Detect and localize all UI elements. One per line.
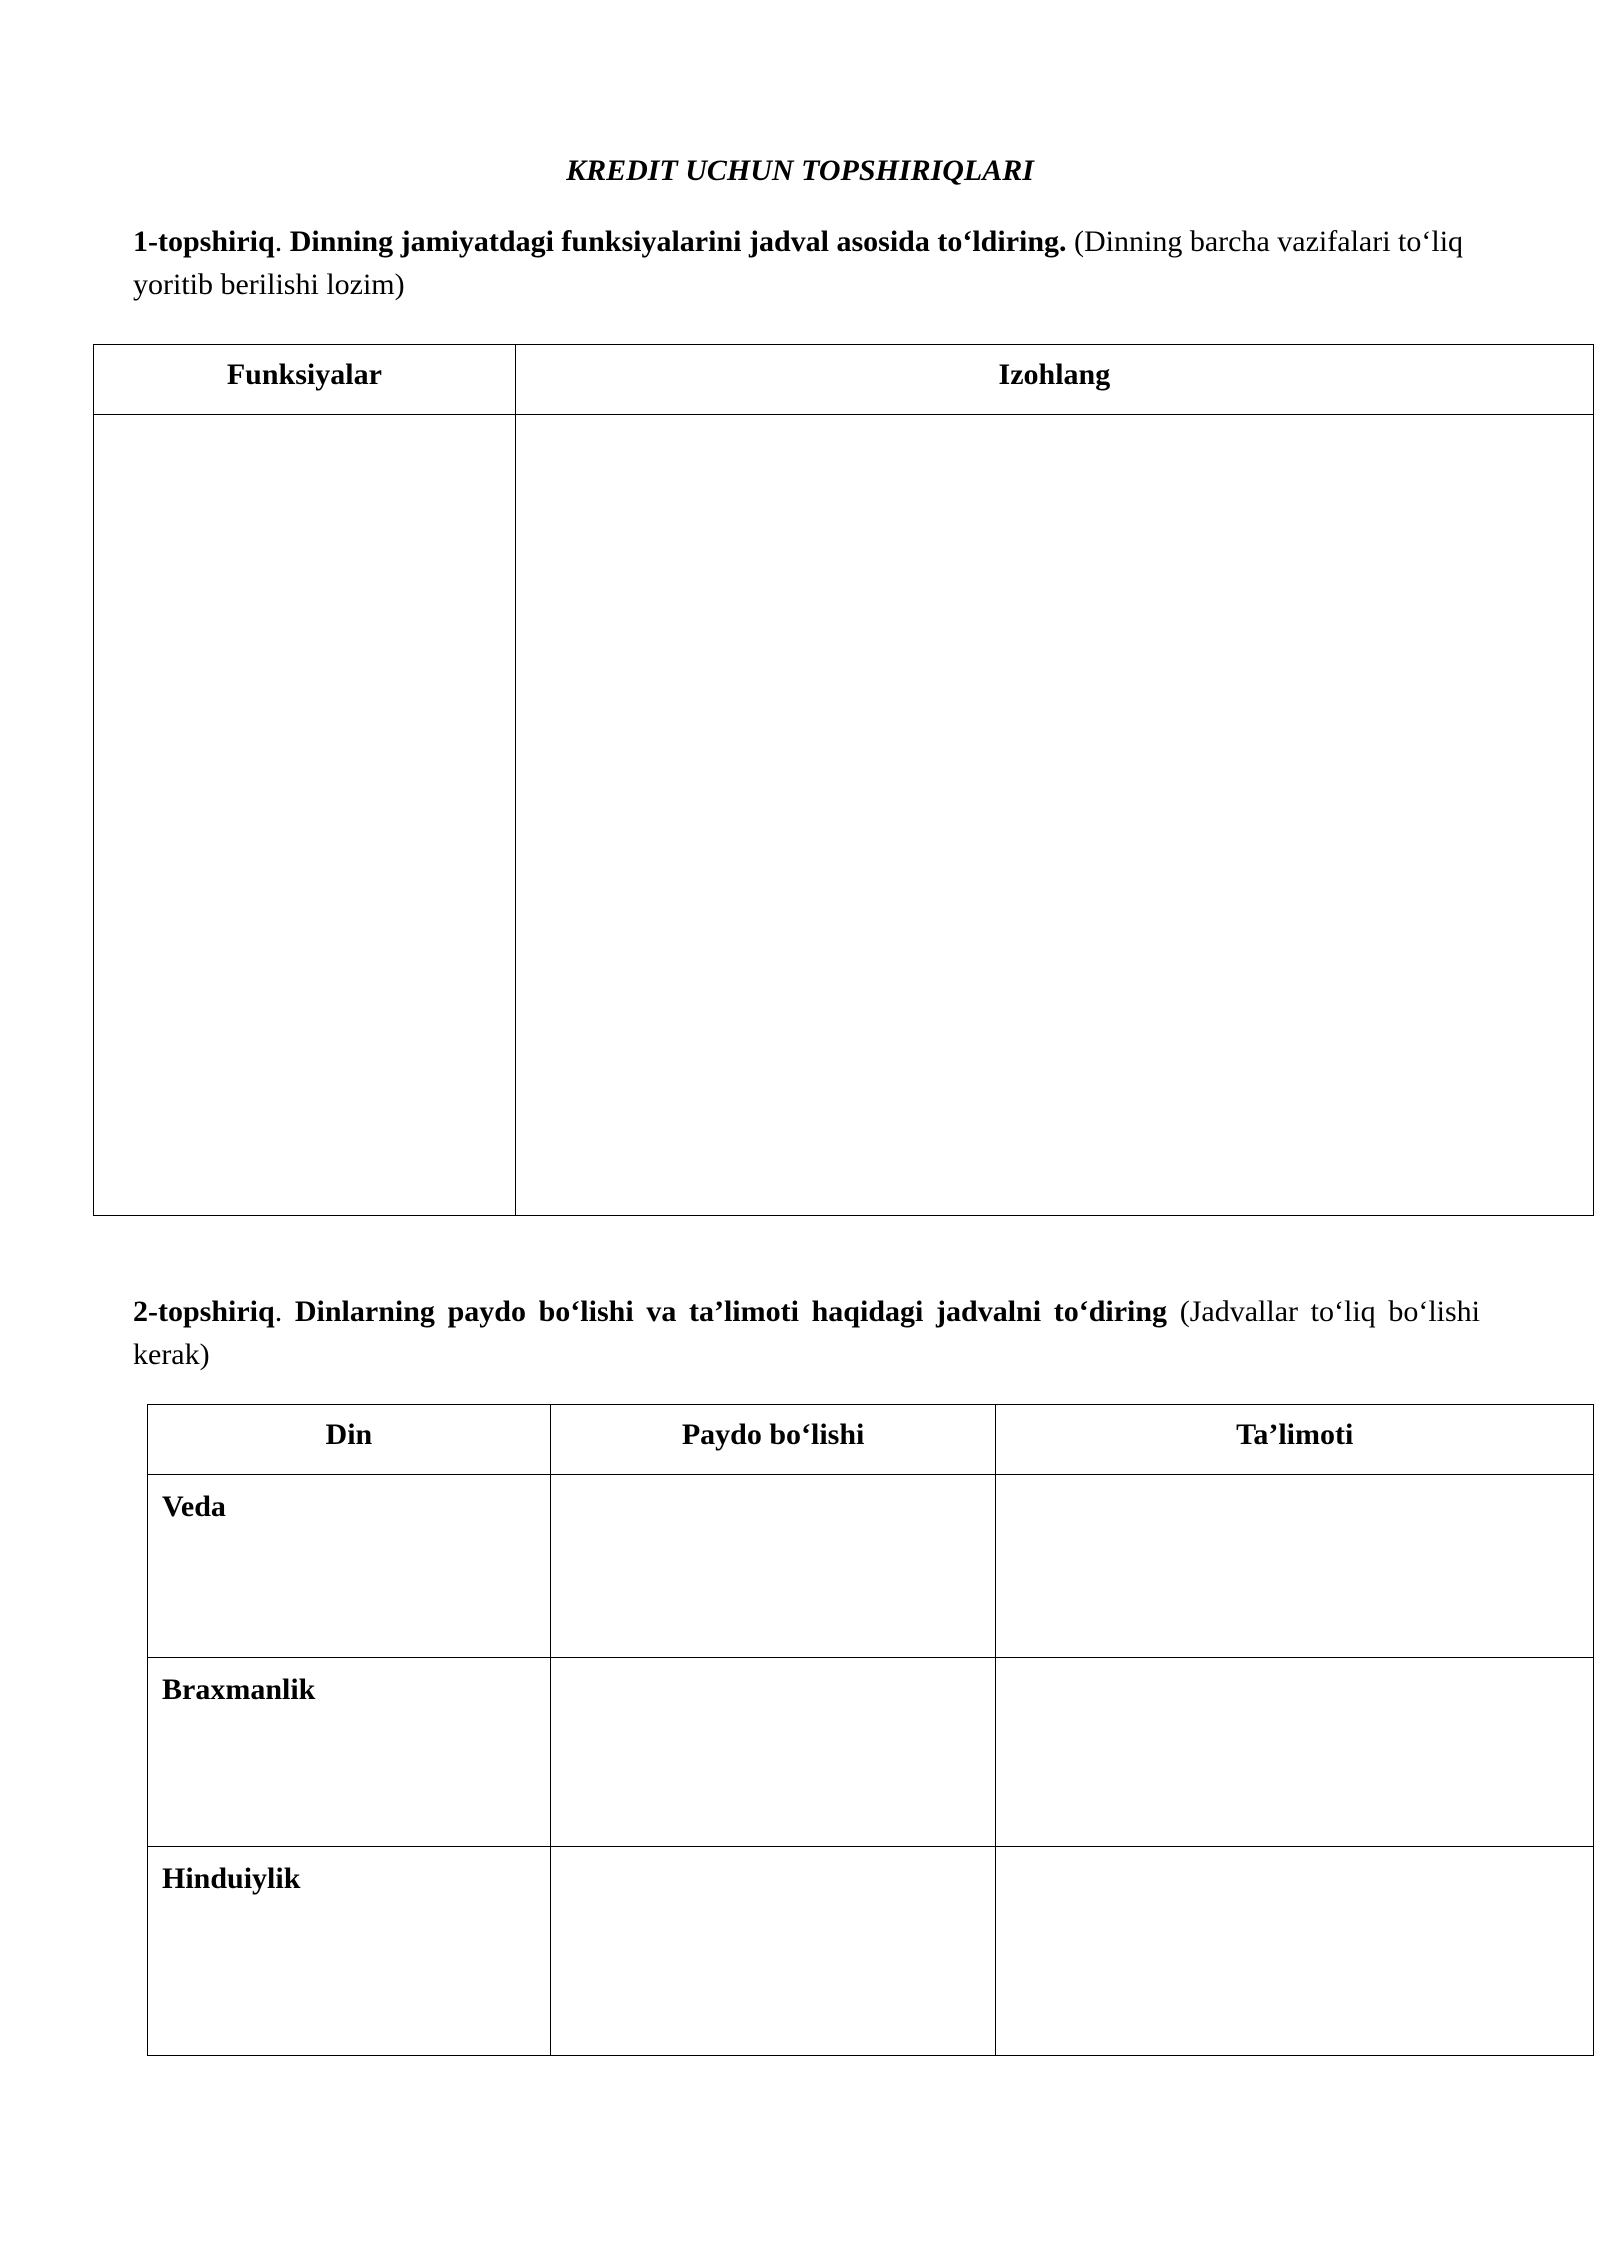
task-1-instruction <box>133 220 1480 306</box>
religion-name-cell: Braxmanlik <box>148 1658 551 1847</box>
explanation-cell[interactable] <box>515 415 1593 1216</box>
religion-name-cell: Veda <box>148 1475 551 1658</box>
table-header-row <box>148 1405 1594 1475</box>
functions-cell[interactable] <box>94 415 516 1216</box>
task-1-instruction-text: Dinning jamiyatdagi funksiyalarini jadval asosida to‘ldiring. <box>289 225 1067 258</box>
religion-name-cell: Hinduiylik <box>148 1847 551 2056</box>
origin-cell[interactable] <box>550 1658 996 1847</box>
table-row <box>94 415 1594 1216</box>
teaching-cell[interactable] <box>996 1847 1594 2056</box>
teaching-cell[interactable] <box>996 1658 1594 1847</box>
teaching-cell[interactable] <box>996 1475 1594 1658</box>
column-header-origin: Paydo bo‘lishi <box>550 1405 996 1475</box>
task-2-instruction-text: Dinlarning paydo bo‘lishi va ta’limoti haqidagi jadvalni to‘diring <box>294 1295 1168 1328</box>
column-header-religion: Din <box>148 1405 551 1475</box>
task-2-note: (Jadvallar to‘liq bo‘lishi kerak) <box>133 1295 1481 1371</box>
table-row <box>148 1658 1594 1847</box>
task-2-separator: . <box>274 1295 295 1328</box>
task-1-label: 1-topshiriq <box>133 225 275 258</box>
table-row <box>148 1475 1594 1658</box>
column-header-explain: Izohlang <box>515 345 1593 415</box>
religions-table <box>147 1404 1594 2056</box>
table-row <box>148 1847 1594 2056</box>
task-1-separator: . <box>274 225 290 258</box>
origin-cell[interactable] <box>550 1847 996 2056</box>
task-2-instruction <box>133 1290 1480 1376</box>
origin-cell[interactable] <box>550 1475 996 1658</box>
task-2-label: 2-topshiriq <box>133 1295 275 1328</box>
column-header-functions: Funksiyalar <box>94 345 516 415</box>
table-header-row <box>94 345 1594 415</box>
task-1-note: (Dinning barcha vazifalari to‘liq yoritib berilishi lozim) <box>133 225 1464 301</box>
page-title: KREDIT UCHUN TOPSHIRIQLARI <box>566 154 1034 187</box>
functions-table <box>93 344 1594 1216</box>
column-header-teaching: Ta’limoti <box>996 1405 1594 1475</box>
